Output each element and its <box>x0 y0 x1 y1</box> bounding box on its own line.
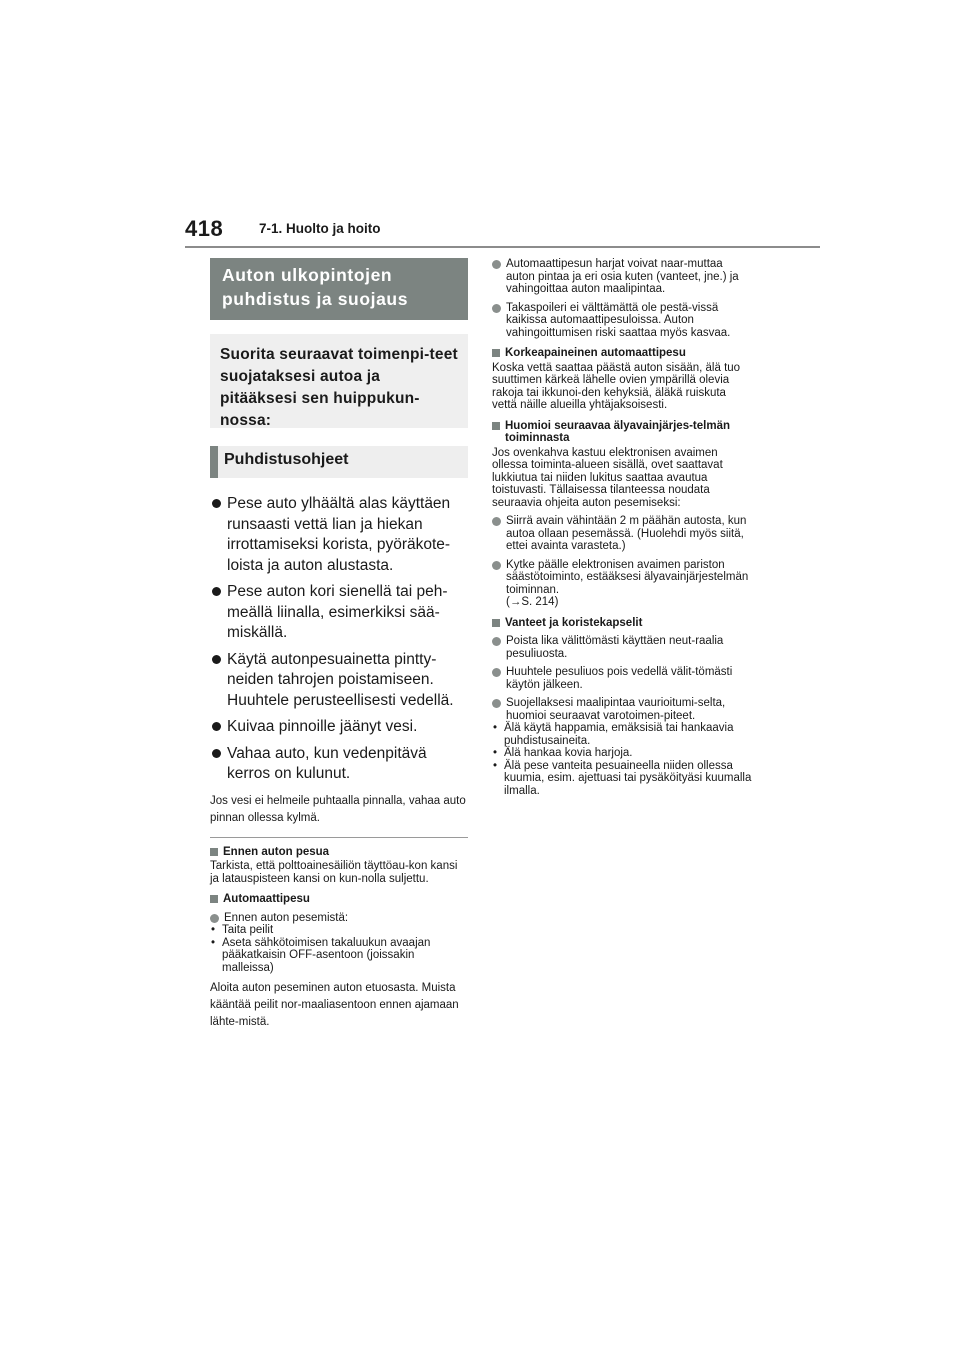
list-item: Käytä autonpesuainetta pintty-neiden tahrojen poistamiseen. Huuhtele perusteellisesti vedellä. <box>210 650 468 712</box>
carwash-subitems <box>210 924 468 974</box>
left-column <box>210 258 468 1031</box>
high-pressure-heading: Korkeapaineinen automaattipesu <box>492 347 754 360</box>
list-item: • Älä hankaa kovia harjoja. <box>492 747 754 760</box>
list-item: • Älä pese vanteita pesuaineella niiden ollessa kuumia, esim. ajettuasi tai pysäköityäsi kuumalla ilmalla. <box>492 760 754 798</box>
list-item: • Aseta sähkötoimisen takaluukun avaajan pääkatkaisin OFF-asentoon (joissakin malleissa) <box>210 937 468 975</box>
section-title: 7-1. Huolto ja hoito <box>259 221 381 236</box>
wheels-item-3: Suojellaksesi maalipintaa vaurioitumi-selta, huomioi seuraavat varotoimen-piteet. <box>492 697 754 722</box>
list-item: • Taita peilit <box>210 924 468 937</box>
page-number: 418 <box>185 216 224 241</box>
before-wash-heading: Ennen auton pesua <box>210 846 468 859</box>
page-reference-link[interactable]: (→S. 214) <box>506 596 559 608</box>
carwash-heading: Automaattipesu <box>210 893 468 906</box>
high-pressure-text: Koska vettä saattaa päästä auton sisään, älä tuo suuttimen kärkeä lähelle ovien ympärillä olevia rakoja tai ikkunoi-den kehyksiä, äläkä ruiskuta vettä näille alueilla yhtäjaksoisesti. <box>492 361 741 411</box>
page-header <box>185 212 820 248</box>
before-wash-text: Tarkista, että polttoainesäiliön täyttöau-kon kansi ja latauspisteen kansi on kun-nolla suljettu. <box>210 860 458 885</box>
list-item: Kuivaa pinnoille jäänyt vesi. <box>210 717 468 738</box>
smart-key-heading: Huomioi seuraavaa älyavainjärjes-telmän toiminnasta <box>492 420 754 445</box>
cleaning-steps-list <box>210 494 468 785</box>
intro-box: Suorita seuraavat toimenpi-teet suojataksesi autoa ja pitääksesi sen huippukun-nossa: <box>210 334 468 428</box>
wheels-heading: Vanteet ja koristekapselit <box>492 617 754 630</box>
carwash-text: Aloita auton peseminen auton etuosasta. Muista kääntää peilit nor-maaliasentoon ennen ajamaan lähte-mistä. <box>210 982 459 1028</box>
smart-key-item-2 <box>492 559 754 609</box>
carwash-item: Ennen auton pesemistä: <box>210 912 468 925</box>
wax-note: Jos vesi ei helmeile puhtaalla pinnalla, vahaa auto pinnan ollessa kylmä. <box>210 794 466 824</box>
smart-key-item-2-text: Kytke päälle elektronisen avaimen pariston säästötoiminto, estääksesi älyavainjärjestelmän toiminnan. <box>506 558 749 596</box>
right-column <box>492 258 754 797</box>
carwash-brush-item: Automaattipesun harjat voivat naar-muttaa auton pintaa ja eri osia kuten (vanteet, jne.) ja vahingoittaa auton maalipintaa. <box>492 258 754 296</box>
wheels-item-1: Poista lika välittömästi käyttäen neut-raalia pesuliuosta. <box>492 635 754 660</box>
subheading-cleaning-instructions: Puhdistusohjeet <box>210 446 468 478</box>
wheels-item-2: Huuhtele pesuliuos pois vedellä välit-tömästi käytön jälkeen. <box>492 666 754 691</box>
divider <box>210 837 468 838</box>
smart-key-item-1: Siirrä avain vähintään 2 m päähän autosta, kun autoa ollaan pesemässä. (Huolehdi myös siitä, ettei avainta varasteta.) <box>492 515 754 553</box>
list-item: Pese auton kori sienellä tai peh-meällä liinalla, esimerkiksi sää-miskällä. <box>210 582 468 644</box>
wheels-subitems <box>492 722 754 797</box>
section-title-box: Auton ulkopintojen puhdistus ja suojaus <box>210 258 468 320</box>
list-item: Vahaa auto, kun vedenpitävä kerros on kulunut. <box>210 744 468 785</box>
list-item: Pese auto ylhäältä alas käyttäen runsaasti vettä lian ja hiekan irrottamiseksi korista, pyöräkote-loista ja auton alustasta. <box>210 494 468 576</box>
list-item: • Älä käytä happamia, emäksisiä tai hankaavia puhdistusaineita. <box>492 722 754 747</box>
smart-key-text: Jos ovenkahva kastuu elektronisen avaimen ollessa toiminta-alueen sisällä, ovet saattavat lukkiutua tai niiden lukitus saattaa avautua toistuvasti. Tällaisessa tilanteessa noudata seuraavia ohjeita auton pesemiseksi: <box>492 446 723 509</box>
spoiler-item: Takaspoileri ei välttämättä ole pestä-vissä kaikissa automaattipesuloissa. Auton vahingoittumisen riski saattaa myös kasvaa. <box>492 302 754 340</box>
